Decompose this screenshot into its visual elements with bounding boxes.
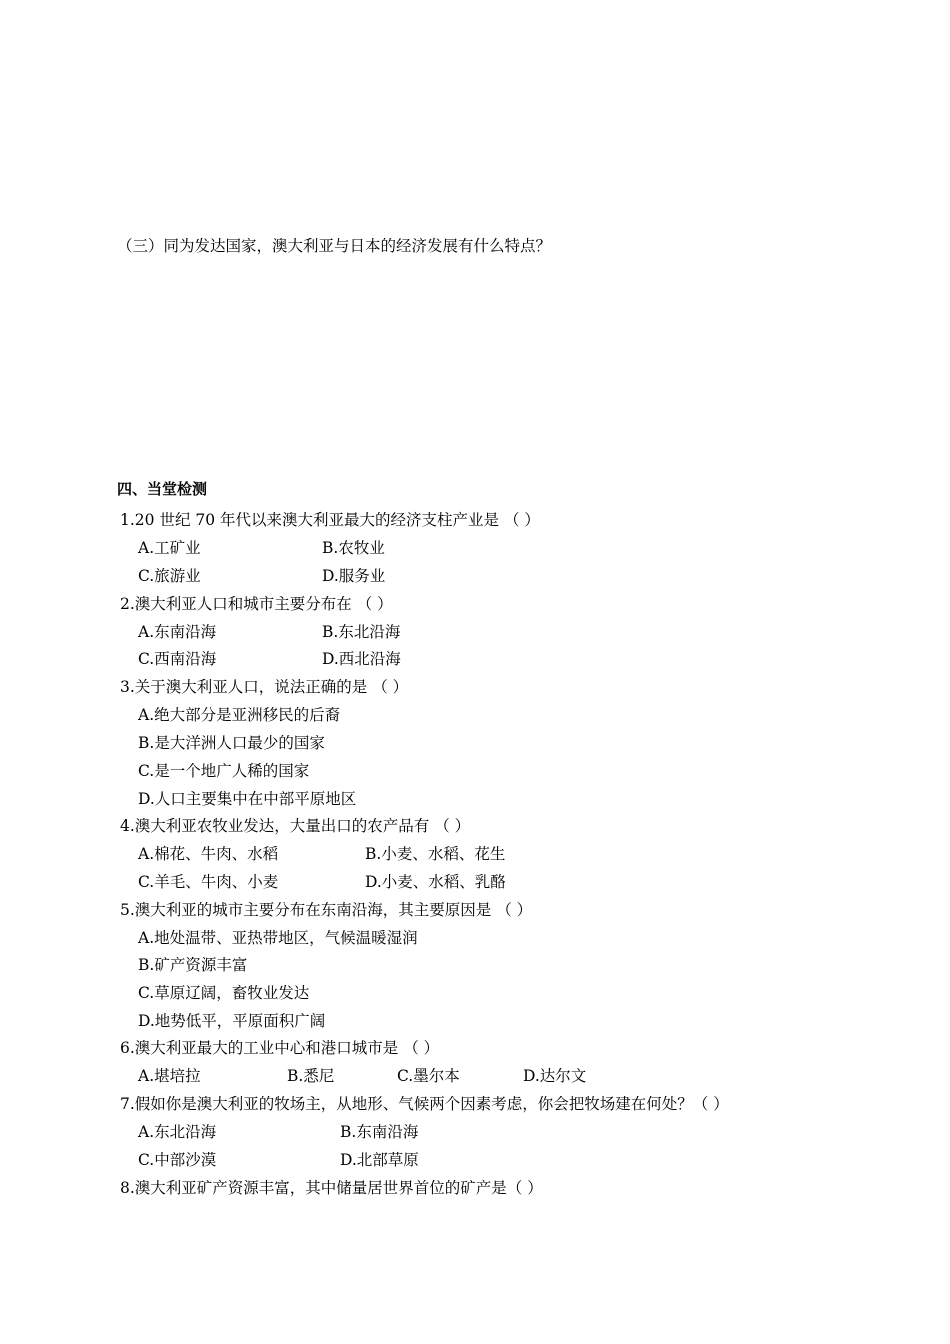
question-1-option-a: A.工矿业 — [138, 539, 201, 557]
question-2-option-d: D.西北沿海 — [322, 650, 401, 668]
question-3-option-d: D.人口主要集中在中部平原地区 — [138, 790, 357, 808]
question-1-option-d: D.服务业 — [322, 567, 386, 585]
question-3-option-b: B.是大洋洲人口最少的国家 — [138, 734, 325, 752]
question-4-option-d: D.小麦、水稻、乳酪 — [365, 873, 506, 891]
question-6-option-c: C.墨尔本 — [397, 1067, 460, 1085]
question-4-option-c: C.羊毛、牛肉、小麦 — [138, 873, 279, 891]
question-5-option-d: D.地势低平，平原面积广阔 — [138, 1012, 326, 1030]
question-4-option-a: A.棉花、牛肉、水稻 — [138, 845, 279, 863]
question-3-option-a: A.绝大部分是亚洲移民的后裔 — [138, 706, 341, 724]
question-3-stem: 3.关于澳大利亚人口，说法正确的是 （ ） — [120, 678, 409, 696]
question-6-stem: 6.澳大利亚最大的工业中心和港口城市是 （ ） — [120, 1039, 440, 1057]
question-6-option-a: A.堪培拉 — [138, 1067, 201, 1085]
question-5-stem: 5.澳大利亚的城市主要分布在东南沿海，其主要原因是 （ ） — [120, 901, 533, 919]
section4-heading: 四、当堂检测 — [117, 480, 208, 498]
question-7-option-a: A.东北沿海 — [138, 1123, 217, 1141]
question-1-option-b: B.农牧业 — [322, 539, 385, 557]
question-7-option-c: C.中部沙漠 — [138, 1151, 217, 1169]
section3-question: （三）同为发达国家，澳大利亚与日本的经济发展有什么特点？ — [117, 237, 552, 255]
question-8-stem: 8.澳大利亚矿产资源丰富，其中储量居世界首位的矿产是（ ） — [120, 1179, 543, 1197]
question-5-option-b: B.矿产资源丰富 — [138, 956, 248, 974]
question-6-option-b: B.悉尼 — [287, 1067, 335, 1085]
question-5-option-c: C.草原辽阔，畜牧业发达 — [138, 984, 310, 1002]
question-5-option-a: A.地处温带、亚热带地区，气候温暖湿润 — [138, 929, 418, 947]
question-4-stem: 4.澳大利亚农牧业发达，大量出口的农产品有 （ ） — [120, 817, 471, 835]
question-3-option-c: C.是一个地广人稀的国家 — [138, 762, 310, 780]
question-2-option-c: C.西南沿海 — [138, 650, 217, 668]
question-4-option-b: B.小麦、水稻、花生 — [365, 845, 506, 863]
question-1-option-c: C.旅游业 — [138, 567, 201, 585]
question-7-option-d: D.北部草原 — [340, 1151, 419, 1169]
question-6-option-d: D.达尔文 — [523, 1067, 587, 1085]
question-2-stem: 2.澳大利亚人口和城市主要分布在 （ ） — [120, 595, 393, 613]
question-2-option-a: A.东南沿海 — [138, 623, 217, 641]
question-7-stem: 7.假如你是澳大利亚的牧场主，从地形、气候两个因素考虑，你会把牧场建在何处？（ ） — [120, 1095, 729, 1113]
question-7-option-b: B.东南沿海 — [340, 1123, 419, 1141]
question-2-option-b: B.东北沿海 — [322, 623, 401, 641]
question-1-stem: 1.20 世纪 70 年代以来澳大利亚最大的经济支柱产业是 （ ） — [120, 511, 540, 529]
